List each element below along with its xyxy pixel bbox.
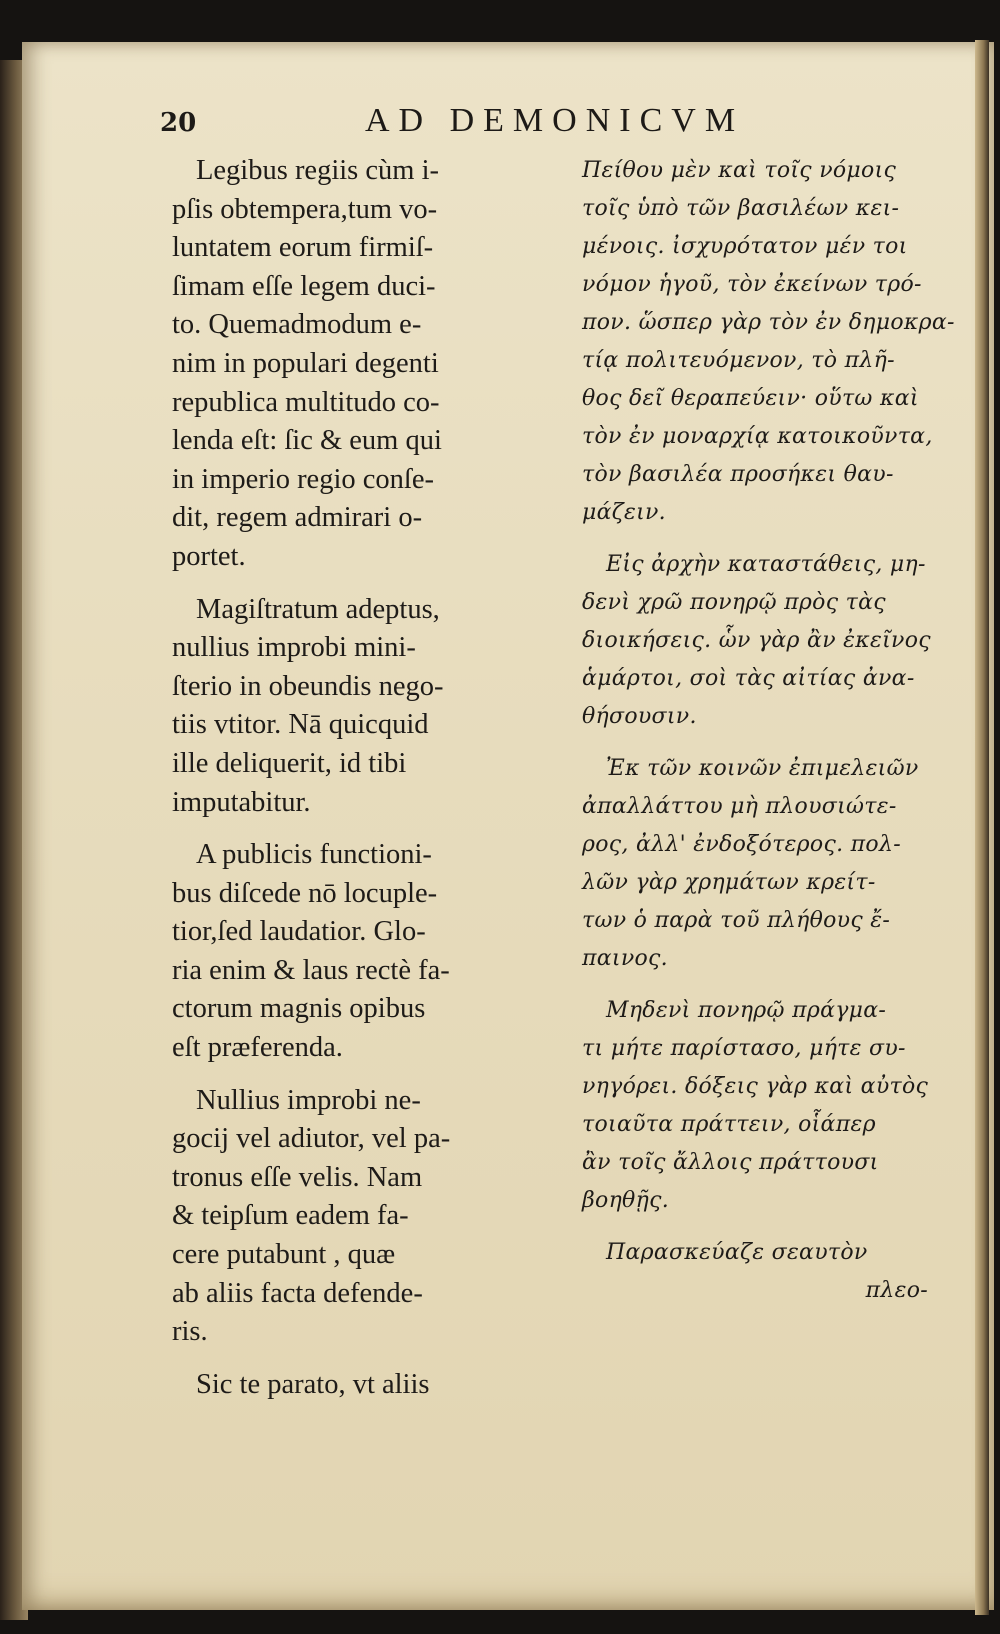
- greek-paragraph: [582, 1234, 940, 1272]
- text-line: to. Quemadmodum e-: [172, 309, 422, 341]
- text-line: republica multitudo co-: [172, 386, 440, 418]
- page-edge: [975, 40, 989, 1615]
- text-line: tior,ſed laudatior. Glo-: [172, 916, 426, 948]
- text-line: πον. ὥσπερ γὰρ τὸν ἐν δημοκρα-: [582, 310, 955, 335]
- text-line: nim in populari degenti: [172, 347, 439, 379]
- latin-paragraph: [172, 1366, 548, 1405]
- text-line: & teipſum eadem fa-: [172, 1200, 409, 1232]
- text-line: ab aliis facta defende-: [172, 1277, 423, 1309]
- text-line: βοηθῇς.: [582, 1188, 669, 1213]
- text-line: tronus eſſe velis. Nam: [172, 1161, 423, 1193]
- text-line: tiis vtitor. Nā quicquid: [172, 709, 429, 741]
- text-line: Magiſtratum adeptus,: [196, 593, 440, 625]
- text-line: δενὶ χρῶ πονηρῷ πρὸς τὰς: [582, 590, 886, 615]
- text-line: bus diſcede nō locuple-: [172, 877, 438, 909]
- page-number: 20: [160, 108, 197, 138]
- text-line: παινος.: [582, 946, 668, 971]
- greek-paragraph: [582, 152, 955, 532]
- latin-paragraph: [172, 836, 548, 1068]
- text-line: μένοις. ἰσχυρότατον μέν τοι: [582, 234, 908, 259]
- text-line: A publicis functioni-: [196, 839, 432, 871]
- text-line: τὸν ἐν μοναρχίᾳ κατοικοῦντα,: [582, 424, 933, 449]
- text-line: των ὁ παρὰ τοῦ πλήθους ἔ-: [582, 908, 891, 933]
- text-line: lenda eſt: ſic & eum qui: [172, 425, 442, 457]
- text-line: τίᾳ πολιτευόμενον, τὸ πλῆ-: [582, 348, 895, 373]
- text-line: Πείθου μὲν καὶ τοῖς νόμοις: [582, 158, 897, 183]
- text-line: ἂν τοῖς ἄλλοις πράττουσι: [582, 1150, 879, 1175]
- greek-column: [582, 152, 955, 1310]
- text-line: θος δεῖ θεραπεύειν· οὕτω καὶ: [582, 386, 919, 411]
- text-line: gocij vel adiutor, vel pa-: [172, 1123, 451, 1155]
- text-line: τοιαῦτα πράττειν, οἷάπερ: [582, 1112, 876, 1137]
- text-line: τὸν βασιλέα προσήκει θαυ-: [582, 462, 894, 487]
- text-line: τοῖς ὑπὸ τῶν βασιλέων κει-: [582, 196, 900, 221]
- catchword: πλεο-: [865, 1278, 928, 1303]
- running-title: AD DEMONICVM: [365, 102, 745, 139]
- text-line: Nullius improbi ne-: [196, 1084, 421, 1116]
- text-line: eſt præferenda.: [172, 1032, 343, 1064]
- page-header: [160, 102, 900, 148]
- text-line: νόμον ἡγοῦ, τὸν ἐκείνων τρό-: [582, 272, 922, 297]
- text-line: νηγόρει. δόξεις γὰρ καὶ αὐτὸς: [582, 1074, 929, 1099]
- text-line: in imperio regio conſe-: [172, 463, 434, 495]
- text-line: Παρασκεύαζε σεαυτὸν: [606, 1240, 868, 1265]
- text-line: λῶν γὰρ χρημάτων κρείτ-: [582, 870, 876, 895]
- text-line: ctorum magnis opibus: [172, 993, 426, 1025]
- greek-paragraph: [582, 546, 940, 736]
- text-line: θήσουσιν.: [582, 704, 697, 729]
- greek-paragraph: [582, 750, 940, 978]
- latin-column: [172, 152, 548, 1404]
- text-line: cere putabunt , quæ: [172, 1239, 396, 1271]
- text-line: μάζειν.: [582, 500, 666, 525]
- text-line: τι μήτε παρίστασο, μήτε συ-: [582, 1036, 906, 1061]
- text-line: luntatem eorum firmiſ-: [172, 232, 434, 264]
- latin-paragraph: [172, 591, 548, 823]
- text-line: διοικήσεις. ὧν γὰρ ἂν ἐκεῖνος: [582, 628, 931, 653]
- text-line: pſis obtempera,tum vo-: [172, 193, 438, 225]
- text-line: Legibus regiis cùm i-: [196, 155, 439, 186]
- text-line: ris.: [172, 1316, 208, 1348]
- text-line: nullius improbi mini-: [172, 632, 416, 664]
- text-line: imputabitur.: [172, 786, 311, 818]
- text-line: ἀπαλλάττου μὴ πλουσιώτε-: [582, 794, 897, 819]
- text-line: Sic te parato, vt aliis: [196, 1368, 430, 1400]
- text-line: ria enim & laus rectè fa-: [172, 954, 450, 986]
- latin-paragraph: [172, 152, 548, 577]
- latin-paragraph: [172, 1082, 548, 1352]
- text-line: ille deliquerit, id tibi: [172, 747, 407, 779]
- text-line: ρος, ἀλλ' ἐνδοξότερος. πολ-: [582, 832, 901, 857]
- text-line: dit, regem admirari o-: [172, 502, 423, 534]
- text-line: Εἰς ἀρχὴν καταστάθεις, μη-: [606, 552, 926, 577]
- text-line: ſterio in obeundis nego-: [172, 670, 444, 702]
- text-line: portet.: [172, 540, 246, 572]
- text-line: ſimam eſſe legem duci-: [172, 270, 436, 302]
- text-line: Μηδενὶ πονηρῷ πράγμα-: [606, 998, 887, 1023]
- greek-paragraph: [582, 992, 940, 1220]
- text-line: Ἐκ τῶν κοινῶν ἐπιμελειῶν: [606, 756, 919, 781]
- text-line: ἁμάρτοι, σοὶ τὰς αἰτίας ἀνα-: [582, 666, 915, 691]
